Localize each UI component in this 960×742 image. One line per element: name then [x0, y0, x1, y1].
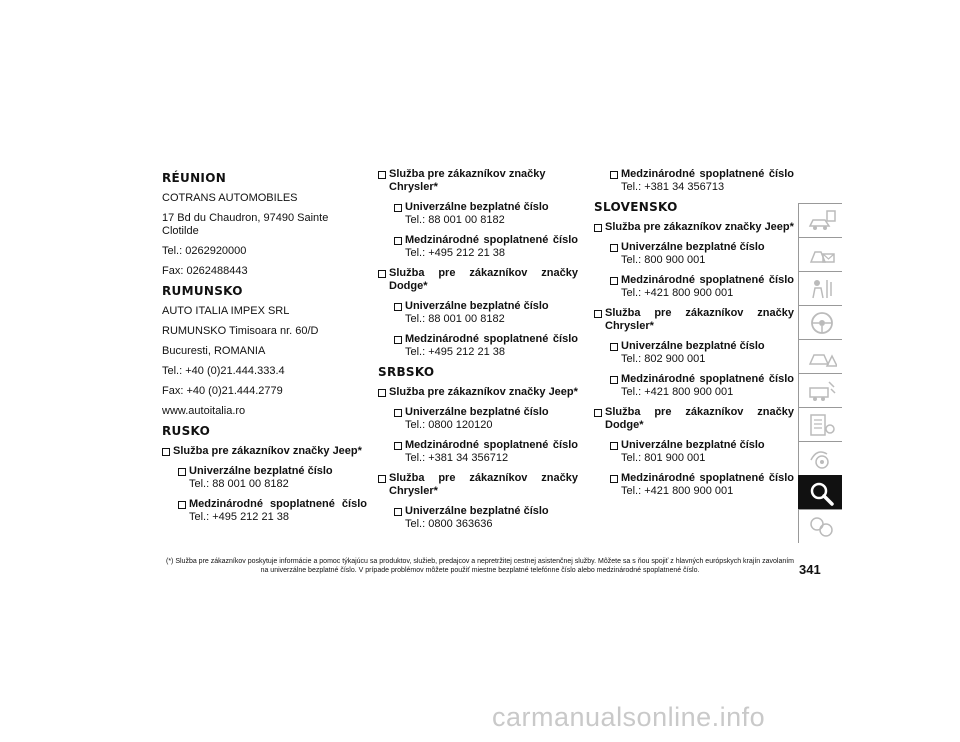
list-item	[378, 386, 578, 399]
checkbox-bullet-icon	[178, 468, 189, 475]
checkbox-bullet-icon	[378, 475, 389, 482]
number-label: Medzinárodné spoplatnené číslo	[621, 373, 794, 385]
number-label: Univerzálne bezplatné číslo	[405, 201, 549, 213]
service-label: Služba pre zákazníkov značky Jeep*	[605, 221, 794, 233]
column-3	[594, 168, 794, 505]
number-label: Medzinárodné spoplatnené číslo	[405, 439, 578, 451]
page-number: 341	[799, 562, 821, 577]
phone-number: Tel.: 0800 363636	[405, 518, 493, 530]
list-item	[610, 340, 794, 366]
checkbox-bullet-icon	[394, 303, 405, 310]
service-label: Služba pre zákazníkov značky Chrysler*	[605, 307, 794, 332]
reunion-line: Tel.: 0262920000	[162, 245, 247, 257]
watermark: carmanualsonline.info	[492, 702, 766, 732]
checkbox-bullet-icon	[610, 376, 621, 383]
search-index-icon	[807, 480, 837, 506]
phone-number: Tel.: +421 800 900 001	[621, 386, 734, 398]
checkbox-bullet-icon	[610, 277, 621, 284]
service-label: Služba pre zákazníkov značky Jeep*	[173, 445, 362, 457]
checkbox-bullet-icon	[394, 409, 405, 416]
language-index-icon	[807, 514, 837, 540]
tab-search-index[interactable]	[798, 475, 842, 509]
checkbox-bullet-icon	[594, 224, 605, 231]
checkbox-bullet-icon	[394, 204, 405, 211]
tab-emergency[interactable]	[798, 339, 842, 373]
emergency-car-icon	[807, 344, 837, 370]
rumunsko-line: AUTO ITALIA IMPEX SRL	[162, 305, 290, 317]
checkbox-bullet-icon	[378, 389, 389, 396]
column-2	[378, 168, 578, 538]
list-item	[178, 498, 367, 524]
checkbox-bullet-icon	[378, 270, 389, 277]
list-item	[594, 221, 794, 234]
column-1	[162, 168, 367, 531]
list-item	[610, 168, 794, 194]
list-item	[610, 439, 794, 465]
specifications-icon	[807, 412, 837, 438]
checkbox-bullet-icon	[394, 237, 405, 244]
list-item	[378, 267, 578, 293]
reunion-line: 17 Bd du Chaudron, 97490 Sainte Clotilde	[162, 212, 329, 237]
checkbox-bullet-icon	[162, 448, 173, 455]
car-info-icon	[807, 208, 837, 234]
phone-number: Tel.: +421 800 900 001	[621, 287, 734, 299]
list-item	[610, 373, 794, 399]
tab-car-info[interactable]	[798, 203, 842, 237]
checkbox-bullet-icon	[178, 501, 189, 508]
number-label: Univerzálne bezplatné číslo	[405, 406, 549, 418]
heading-slovensko: SLOVENSKO	[594, 200, 678, 214]
rumunsko-website: www.autoitalia.ro	[162, 405, 246, 417]
number-label: Medzinárodné spoplatnené číslo	[621, 168, 794, 180]
checkbox-bullet-icon	[610, 343, 621, 350]
phone-number: Tel.: 802 900 001	[621, 353, 706, 365]
service-label-text: Služba pre zákazníkov značky Chrysler*	[389, 168, 546, 193]
number-label: Medzinárodné spoplatnené číslo	[405, 333, 578, 345]
checkbox-bullet-icon	[378, 171, 389, 178]
number-label: Univerzálne bezplatné číslo	[621, 439, 765, 451]
service-label: Služba pre zákazníkov značky Dodge*	[389, 267, 578, 292]
checkbox-bullet-icon	[610, 442, 621, 449]
number-label: Medzinárodné spoplatnené číslo	[189, 498, 367, 510]
checkbox-bullet-icon	[594, 310, 605, 317]
tab-service[interactable]	[798, 373, 842, 407]
number-label: Medzinárodné spoplatnené číslo	[621, 274, 794, 286]
reunion-line: Fax: 0262488443	[162, 265, 248, 277]
number-label: Univerzálne bezplatné číslo	[621, 241, 765, 253]
heading-srbsko: SRBSKO	[378, 365, 435, 379]
list-item	[378, 168, 578, 194]
list-item	[178, 465, 367, 491]
list-item	[394, 234, 578, 260]
phone-number: Tel.: 800 900 001	[621, 254, 706, 266]
phone-number: Tel.: +381 34 356713	[621, 181, 725, 193]
list-item	[378, 472, 578, 498]
list-item	[394, 505, 578, 531]
phone-number: Tel.: 88 001 00 8182	[405, 214, 505, 226]
phone-number: Tel.: 88 001 00 8182	[189, 478, 289, 490]
phone-number: Tel.: 88 001 00 8182	[405, 313, 505, 325]
rumunsko-line: Tel.: +40 (0)21.444.333.4	[162, 365, 285, 377]
phone-number: Tel.: +421 800 900 001	[621, 485, 734, 497]
checkbox-bullet-icon	[394, 442, 405, 449]
heading-rusko: RUSKO	[162, 424, 211, 438]
tab-language-index[interactable]	[798, 509, 842, 543]
phone-number: Tel.: 0800 120120	[405, 419, 493, 431]
list-item	[162, 445, 367, 458]
list-item	[594, 406, 794, 432]
number-label: Medzinárodné spoplatnené číslo	[405, 234, 578, 246]
warning-lights-icon	[807, 242, 837, 268]
list-item	[610, 472, 794, 498]
phone-number: Tel.: +495 212 21 38	[405, 247, 505, 259]
list-item	[394, 406, 578, 432]
rumunsko-line: Bucuresti, ROMANIA	[162, 345, 266, 357]
phone-number: Tel.: +381 34 356712	[405, 452, 509, 464]
tab-multimedia[interactable]	[798, 441, 842, 475]
list-item	[610, 241, 794, 267]
checkbox-bullet-icon	[594, 409, 605, 416]
reunion-line: COTRANS AUTOMOBILES	[162, 192, 298, 204]
number-label: Medzinárodné spoplatnené číslo	[621, 472, 794, 484]
service-label: Služba pre zákazníkov značky Chrysler*	[389, 472, 578, 497]
chapter-tabs	[798, 203, 842, 543]
heading-reunion: RÉUNION	[162, 171, 227, 185]
checkbox-bullet-icon	[610, 475, 621, 482]
rumunsko-line: Fax: +40 (0)21.444.2779	[162, 385, 283, 397]
list-item	[394, 300, 578, 326]
car-service-icon	[807, 378, 837, 404]
tab-specifications[interactable]	[798, 407, 842, 441]
phone-number: Tel.: +495 212 21 38	[189, 511, 289, 523]
list-item	[394, 439, 578, 465]
phone-number: Tel.: 801 900 001	[621, 452, 706, 464]
checkbox-bullet-icon	[394, 508, 405, 515]
phone-number: Tel.: +495 212 21 38	[405, 346, 505, 358]
tab-steering[interactable]	[798, 305, 842, 339]
checkbox-bullet-icon	[394, 336, 405, 343]
checkbox-bullet-icon	[610, 244, 621, 251]
tab-warning-lights[interactable]	[798, 237, 842, 271]
list-item	[594, 307, 794, 333]
footnote: (*) Služba pre zákazníkov poskytuje informácie a pomoc týkajúcu sa produktov, služieb, predajcov a nepretržitej cestnej asistenčnej služby. Môžete sa s ňou spojiť z hlavných európskych krajín zavolaním na univerzálne bezplatné číslo. V prípade problémov môžete použiť miestne bezplatné telefónne číslo alebo medzinárodné spoplatnené číslo.	[166, 558, 795, 574]
list-item	[394, 333, 578, 359]
number-label: Univerzálne bezplatné číslo	[621, 340, 765, 352]
list-item	[610, 274, 794, 300]
service-label: Služba pre zákazníkov značky Dodge*	[605, 406, 794, 431]
service-label	[389, 168, 578, 194]
number-label: Univerzálne bezplatné číslo	[405, 505, 549, 517]
service-label: Služba pre zákazníkov značky Jeep*	[389, 386, 578, 398]
number-label: Univerzálne bezplatné číslo	[405, 300, 549, 312]
tab-safety[interactable]	[798, 271, 842, 305]
number-label: Univerzálne bezplatné číslo	[189, 465, 333, 477]
rumunsko-line: RUMUNSKO Timisoara nr. 60/D	[162, 325, 319, 337]
multimedia-icon	[807, 446, 837, 472]
safety-airbag-icon	[807, 276, 837, 302]
checkbox-bullet-icon	[610, 171, 621, 178]
steering-wheel-icon	[807, 310, 837, 336]
list-item	[394, 201, 578, 227]
heading-rumunsko: RUMUNSKO	[162, 284, 243, 298]
